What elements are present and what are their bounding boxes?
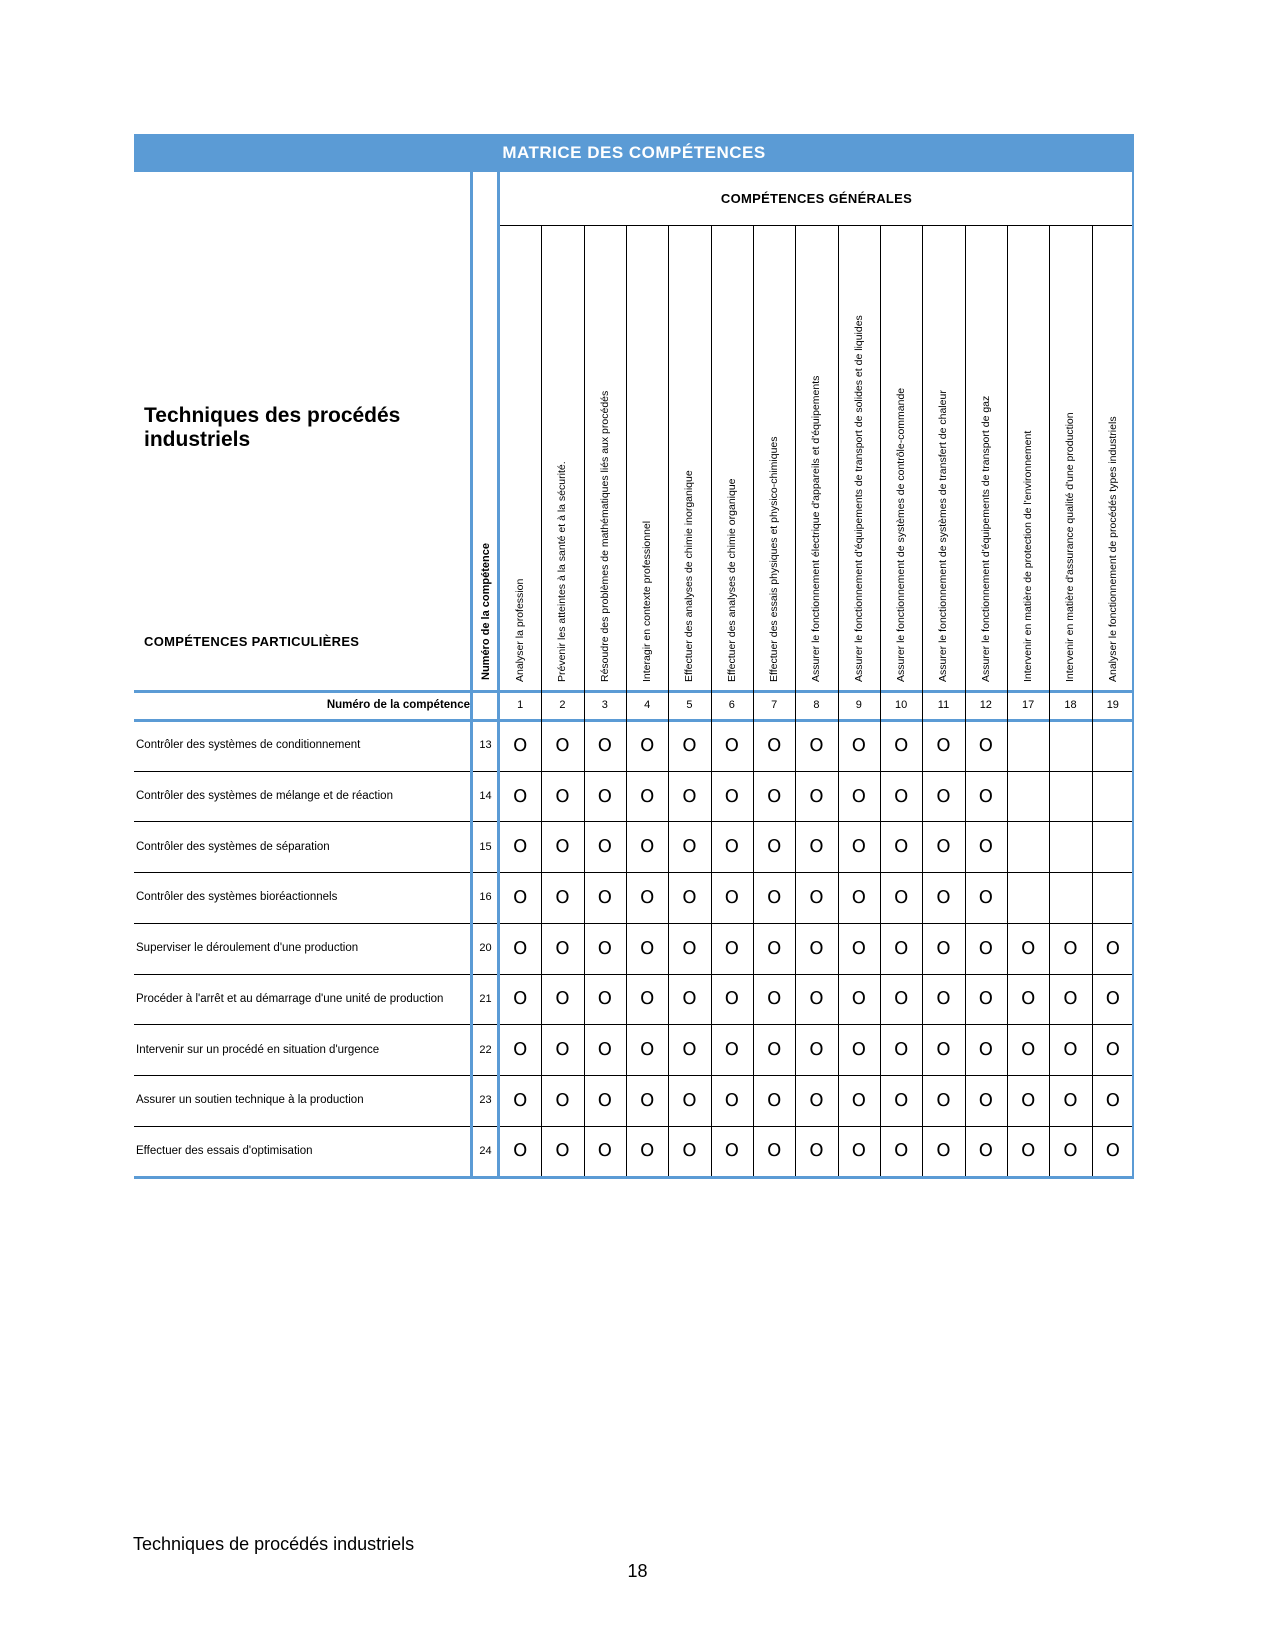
competency-link-mark: O (894, 1140, 909, 1162)
competency-link-mark: O (1063, 1039, 1078, 1061)
general-competency-header (541, 225, 583, 690)
competency-link-mark: O (978, 886, 993, 908)
general-competency-header (1049, 225, 1091, 690)
competency-link-mark: O (597, 1089, 612, 1111)
competency-link-mark: O (640, 937, 655, 959)
competency-link-mark: O (555, 937, 570, 959)
competency-link-mark (1049, 720, 1091, 771)
specific-competency-label: Contrôler des systèmes bioréactionnels (136, 891, 338, 904)
specific-competency-label: Contrôler des systèmes de mélange et de réaction (136, 790, 393, 803)
competency-link-mark: O (809, 836, 824, 858)
competency-link-mark: O (851, 937, 866, 959)
general-competency-header (711, 225, 753, 690)
competency-link-mark: O (809, 1140, 824, 1162)
general-competency-header (1007, 225, 1049, 690)
specific-competency-number: 13 (479, 739, 492, 752)
general-competency-label: Assurer le fonctionnement électrique d'appareils et d'équipements (810, 375, 823, 682)
general-competency-label: Analyser le fonctionnement de procédés types industriels (1106, 416, 1119, 682)
specific-competencies-heading: COMPÉTENCES PARTICULIÈRES (144, 634, 360, 649)
general-competency-number: 12 (979, 699, 992, 711)
competency-link-mark: O (851, 1140, 866, 1162)
row-rule (134, 821, 1134, 822)
column-rule (795, 225, 796, 1176)
competency-link-mark: O (724, 785, 739, 807)
column-rule (626, 225, 627, 1176)
competency-link-mark: O (597, 1140, 612, 1162)
competency-link-mark: O (1105, 1089, 1120, 1111)
competency-link-mark: O (597, 886, 612, 908)
competency-link-mark (1092, 821, 1134, 872)
competency-link-mark: O (851, 988, 866, 1010)
column-rule (1092, 225, 1093, 1176)
competency-link-mark: O (978, 785, 993, 807)
competency-link-mark: O (597, 836, 612, 858)
general-competency-header (838, 225, 880, 690)
header-rule (499, 225, 1134, 226)
specific-competency-label: Assurer un soutien technique à la production (136, 1094, 364, 1107)
competency-link-mark: O (555, 886, 570, 908)
number-column-rule (497, 172, 500, 1179)
general-competency-number: 11 (937, 699, 950, 711)
label-column-rule (470, 172, 473, 1179)
competency-link-mark: O (1021, 1089, 1036, 1111)
competency-link-mark: O (597, 937, 612, 959)
general-competency-label: Prévenir les atteintes à la santé et à la sécurité. (556, 461, 569, 682)
general-competency-number: 2 (559, 699, 566, 711)
competency-link-mark: O (555, 1140, 570, 1162)
number-column-header-cell (472, 172, 499, 690)
header-bottom-rule (134, 690, 1134, 693)
general-competency-header (795, 225, 837, 690)
competency-link-mark: O (894, 836, 909, 858)
specific-competency-label: Contrôler des systèmes de conditionnement (136, 739, 361, 752)
competency-link-mark: O (640, 1140, 655, 1162)
competency-link-mark: O (1105, 937, 1120, 959)
competency-link-mark (1049, 821, 1091, 872)
competency-link-mark: O (555, 1039, 570, 1061)
competency-link-mark: O (851, 734, 866, 756)
table-bottom-rule (134, 1176, 1134, 1179)
competency-link-mark: O (597, 1039, 612, 1061)
competency-link-mark: O (724, 836, 739, 858)
competency-link-mark: O (936, 836, 951, 858)
competency-link-mark: O (640, 836, 655, 858)
column-rule (1049, 225, 1050, 1176)
row-rule (134, 872, 1134, 873)
competency-link-mark: O (978, 734, 993, 756)
competency-link-mark: O (724, 988, 739, 1010)
competency-link-mark: O (767, 937, 782, 959)
competency-link-mark: O (936, 734, 951, 756)
competency-link-mark: O (597, 734, 612, 756)
competency-link-mark: O (1063, 988, 1078, 1010)
general-competencies-heading: COMPÉTENCES GÉNÉRALES (720, 191, 913, 206)
general-competency-header (584, 225, 626, 690)
competency-link-mark: O (597, 785, 612, 807)
competency-link-mark: O (1105, 988, 1120, 1010)
general-competency-number: 9 (855, 699, 862, 711)
competency-link-mark: O (1105, 1140, 1120, 1162)
competency-link-mark: O (936, 886, 951, 908)
row-rule (134, 1075, 1134, 1076)
specific-competency-label: Intervenir sur un procédé en situation d'urgence (136, 1043, 380, 1056)
competency-link-mark: O (682, 734, 697, 756)
competency-link-mark (1007, 821, 1049, 872)
competency-link-mark: O (640, 988, 655, 1010)
general-competency-number: 3 (601, 699, 608, 711)
general-competency-header (668, 225, 710, 690)
competency-link-mark: O (682, 988, 697, 1010)
column-rule (711, 225, 712, 1176)
general-competency-header (499, 225, 541, 690)
competency-link-mark: O (513, 836, 528, 858)
competency-link-mark: O (767, 1140, 782, 1162)
specific-competency-label: Superviser le déroulement d'une production (136, 942, 359, 955)
general-competency-label: Effectuer des analyses de chimie inorganique (683, 470, 696, 682)
competency-link-mark (1092, 872, 1134, 923)
competency-link-mark: O (1021, 1039, 1036, 1061)
competency-link-mark: O (513, 1140, 528, 1162)
column-rule (1007, 225, 1008, 1176)
column-rule (584, 225, 585, 1176)
competency-link-mark: O (851, 886, 866, 908)
program-title: Techniques des procédés industriels (144, 404, 401, 451)
competency-link-mark: O (767, 886, 782, 908)
competency-link-mark: O (555, 734, 570, 756)
competency-link-mark: O (978, 988, 993, 1010)
competency-link-mark: O (513, 785, 528, 807)
competency-link-mark: O (724, 1089, 739, 1111)
competency-link-mark: O (640, 785, 655, 807)
competency-link-mark: O (1021, 1140, 1036, 1162)
general-competency-number: 18 (1064, 699, 1077, 711)
specific-competency-number: 23 (479, 1094, 492, 1107)
general-competency-label: Assurer le fonctionnement d'équipements de transport de solides et de liquides (852, 315, 865, 682)
specific-competency-number: 15 (479, 840, 492, 853)
competency-link-mark: O (894, 988, 909, 1010)
matrix-banner: MATRICE DES COMPÉTENCES (134, 134, 1134, 172)
competency-link-mark: O (767, 836, 782, 858)
competency-link-mark: O (682, 836, 697, 858)
competency-link-mark: O (809, 937, 824, 959)
competency-link-mark: O (555, 785, 570, 807)
general-competency-header (880, 225, 922, 690)
competency-link-mark: O (767, 1039, 782, 1061)
competency-link-mark: O (682, 937, 697, 959)
competency-link-mark: O (640, 734, 655, 756)
competency-link-mark: O (936, 1089, 951, 1111)
competency-link-mark: O (682, 1140, 697, 1162)
competency-link-mark: O (936, 785, 951, 807)
competency-link-mark: O (597, 988, 612, 1010)
competency-link-mark: O (724, 1140, 739, 1162)
competency-link-mark: O (640, 1039, 655, 1061)
competency-link-mark: O (767, 785, 782, 807)
competency-link-mark (1007, 720, 1049, 771)
competency-link-mark (1007, 872, 1049, 923)
competency-link-mark: O (640, 1089, 655, 1111)
specific-competency-number: 21 (479, 992, 492, 1005)
competency-link-mark: O (1021, 988, 1036, 1010)
competency-link-mark: O (767, 988, 782, 1010)
competency-link-mark: O (809, 785, 824, 807)
right-border (1132, 172, 1134, 1179)
general-competency-number: 10 (895, 699, 908, 711)
page-number: 18 (627, 1561, 648, 1581)
competency-link-mark: O (809, 886, 824, 908)
general-competency-label: Effectuer des analyses de chimie organique (725, 478, 738, 682)
specific-competency-number: 22 (479, 1043, 492, 1056)
general-competency-label: Interagir en contexte professionnel (641, 520, 654, 682)
competency-link-mark: O (936, 988, 951, 1010)
competency-link-mark: O (767, 734, 782, 756)
competency-link-mark: O (682, 1089, 697, 1111)
competency-link-mark: O (936, 1039, 951, 1061)
competency-matrix (134, 134, 1134, 1166)
specific-competency-number: 24 (479, 1144, 492, 1157)
general-competency-number: 6 (728, 699, 735, 711)
competency-link-mark (1049, 771, 1091, 822)
general-competency-header (626, 225, 668, 690)
competency-link-mark: O (1063, 1089, 1078, 1111)
competency-link-mark: O (851, 1089, 866, 1111)
competency-link-mark: O (851, 836, 866, 858)
specific-competency-number: 20 (479, 942, 492, 955)
competency-link-mark: O (809, 1039, 824, 1061)
competency-link-mark: O (1105, 1039, 1120, 1061)
competency-link-mark: O (513, 734, 528, 756)
general-competency-number: 1 (517, 699, 524, 711)
competency-link-mark: O (513, 988, 528, 1010)
general-competency-label: Assurer le fonctionnement de systèmes de contrôle-commande (895, 387, 908, 682)
footer-title: Techniques de procédés industriels (133, 1534, 415, 1554)
competency-link-mark: O (682, 886, 697, 908)
general-competency-label: Assurer le fonctionnement d'équipements de transport de gaz (979, 395, 992, 682)
competency-link-mark: O (555, 988, 570, 1010)
column-rule (965, 225, 966, 1176)
competency-link-mark (1049, 872, 1091, 923)
column-rule (753, 225, 754, 1176)
competency-link-mark: O (894, 785, 909, 807)
competency-link-mark: O (555, 1089, 570, 1111)
row-rule (134, 923, 1134, 924)
general-competency-label: Effectuer des essais physiques et physico-chimiques (768, 436, 781, 682)
number-row-label: Numéro de la compétence (326, 699, 470, 711)
competency-link-mark: O (555, 836, 570, 858)
general-competency-label: Analyser la profession (514, 578, 527, 682)
competency-link-mark (1092, 720, 1134, 771)
general-competency-label: Résoudre des problèmes de mathématiques liés aux procédés (598, 390, 611, 682)
competency-link-mark: O (851, 1039, 866, 1061)
competency-link-mark: O (809, 988, 824, 1010)
column-rule (922, 225, 923, 1176)
competency-link-mark: O (894, 1039, 909, 1061)
general-competency-number: 8 (813, 699, 820, 711)
competency-link-mark: O (894, 734, 909, 756)
general-competency-label: Assurer le fonctionnement de systèmes de transfert de chaleur (937, 390, 950, 682)
general-competency-number: 5 (686, 699, 693, 711)
general-competency-number: 17 (1022, 699, 1035, 711)
competency-link-mark: O (1021, 937, 1036, 959)
competency-link-mark: O (513, 886, 528, 908)
general-competency-header (965, 225, 1007, 690)
competency-link-mark: O (724, 734, 739, 756)
competency-link-mark: O (978, 937, 993, 959)
row-rule (134, 1024, 1134, 1025)
general-competency-number: 4 (644, 699, 651, 711)
competency-link-mark: O (894, 937, 909, 959)
general-competency-header (753, 225, 795, 690)
number-column-label: Numéro de la compétence (479, 543, 492, 680)
competency-link-mark: O (724, 886, 739, 908)
specific-competency-label: Contrôler des systèmes de séparation (136, 840, 330, 853)
competency-link-mark: O (682, 785, 697, 807)
specific-competency-label: Effectuer des essais d'optimisation (136, 1144, 313, 1157)
competency-link-mark: O (513, 1039, 528, 1061)
competency-link-mark: O (894, 1089, 909, 1111)
competency-link-mark (1007, 771, 1049, 822)
general-competency-label: Intervenir en matière de protection de l'environnement (1022, 430, 1035, 682)
competency-link-mark: O (894, 886, 909, 908)
row-rule (134, 771, 1134, 772)
general-competency-number: 19 (1106, 699, 1119, 711)
general-competency-header (922, 225, 964, 690)
competency-link-mark: O (724, 937, 739, 959)
row-rule (134, 974, 1134, 975)
competency-link-mark: O (640, 886, 655, 908)
competency-link-mark: O (682, 1039, 697, 1061)
general-competency-number: 7 (771, 699, 778, 711)
column-rule (880, 225, 881, 1176)
row-rule (134, 1126, 1134, 1127)
competency-link-mark: O (978, 836, 993, 858)
number-row-rule (134, 719, 1134, 722)
competency-link-mark: O (767, 1089, 782, 1111)
competency-link-mark: O (513, 1089, 528, 1111)
competency-link-mark: O (978, 1089, 993, 1111)
general-competency-header (1092, 225, 1134, 690)
column-rule (541, 225, 542, 1176)
competency-link-mark: O (513, 937, 528, 959)
competency-link-mark: O (1063, 937, 1078, 959)
column-rule (838, 225, 839, 1176)
competency-link-mark: O (936, 937, 951, 959)
competency-link-mark: O (809, 734, 824, 756)
competency-link-mark: O (851, 785, 866, 807)
competency-link-mark (1092, 771, 1134, 822)
column-rule (668, 225, 669, 1176)
competency-link-mark: O (1063, 1140, 1078, 1162)
competency-link-mark: O (809, 1089, 824, 1111)
competency-link-mark: O (978, 1140, 993, 1162)
competency-link-mark: O (978, 1039, 993, 1061)
specific-competency-number: 14 (479, 790, 492, 803)
competency-link-mark: O (724, 1039, 739, 1061)
specific-competency-label: Procéder à l'arrêt et au démarrage d'une unité de production (136, 992, 444, 1005)
specific-competency-number: 16 (479, 891, 492, 904)
competency-link-mark: O (936, 1140, 951, 1162)
general-competency-label: Intervenir en matière d'assurance qualité d'une production (1064, 412, 1077, 682)
